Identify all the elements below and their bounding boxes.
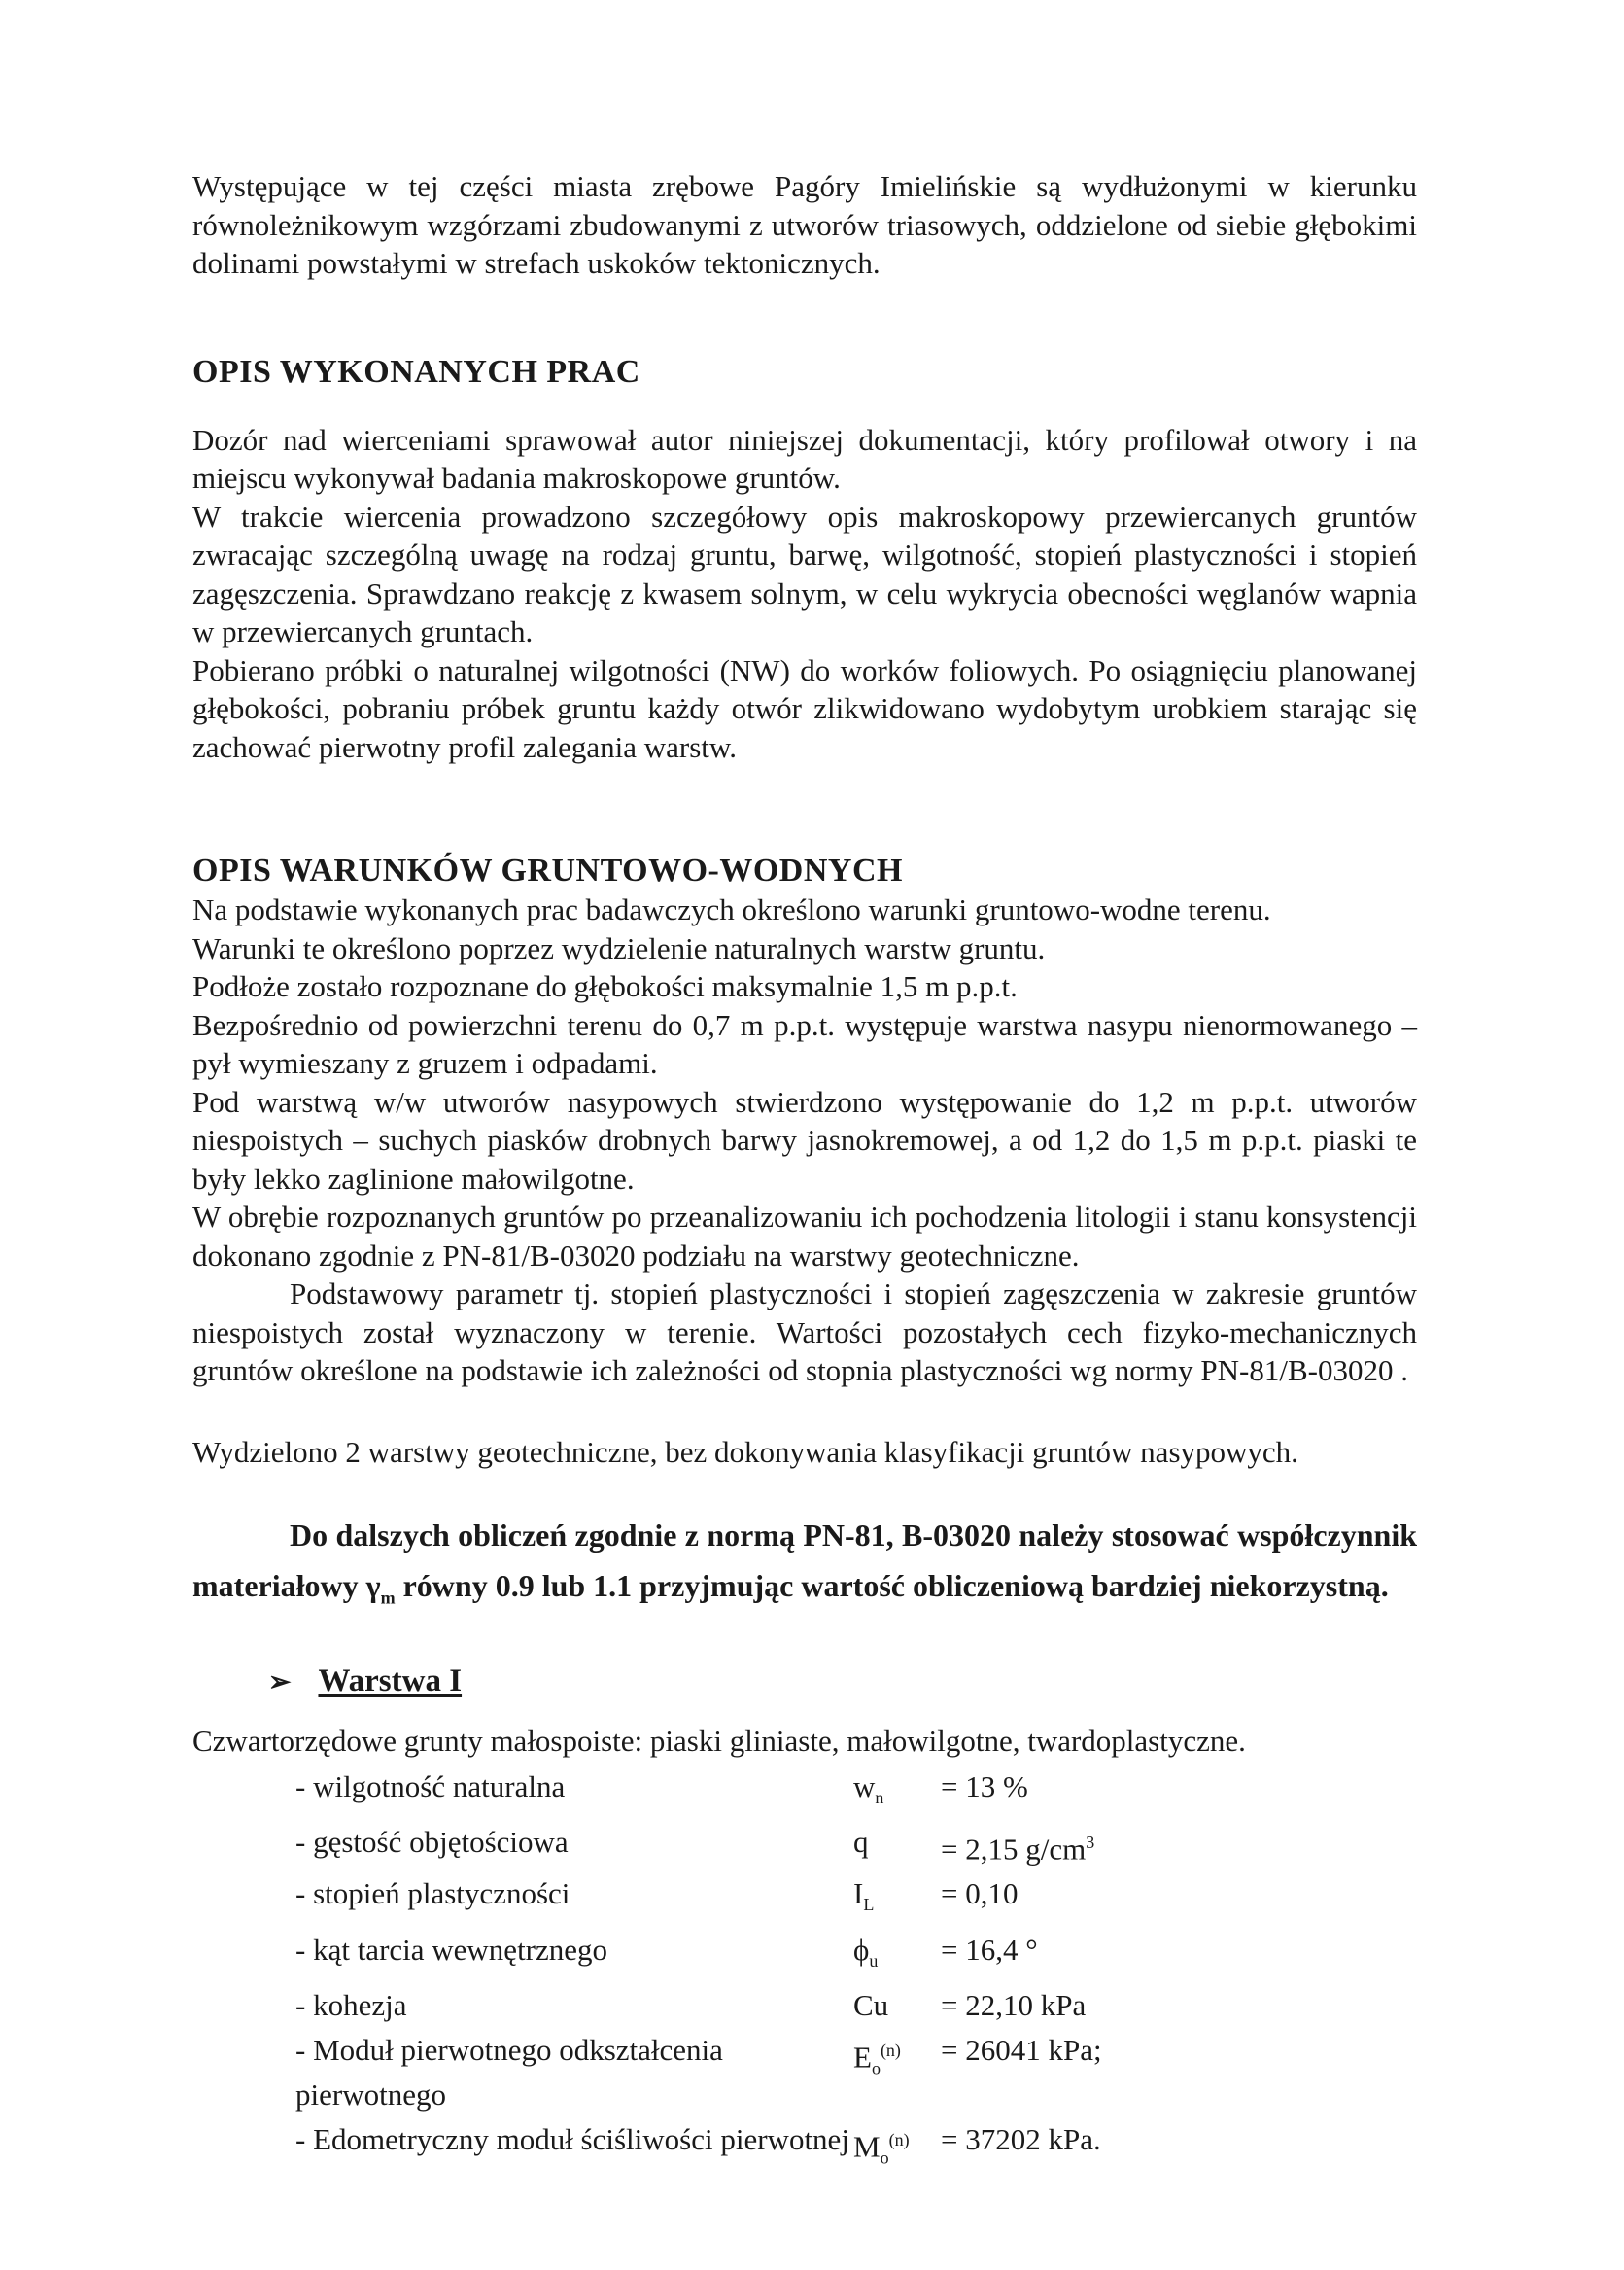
paragraph-conditions-6: W obrębie rozpoznanych gruntów po przeanalizowaniu ich pochodzenia litologii i stanu konsystencji dokonano zgodnie z PN-81/B-03020 podziału na warstwy geotechniczne. — [192, 1200, 1417, 1273]
parameter-row — [192, 1871, 1417, 1927]
paragraph-conditions-4: Bezpośrednio od powierzchni terenu do 0,7 m p.p.t. występuje warstwa nasypu nienormowanego – pył wymieszany z gruzem i odpadami. — [192, 1007, 1417, 1080]
bold-note — [192, 1510, 1417, 1623]
parameter-name: - Moduł pierwotnego odkształcenia pierwotnego — [295, 2032, 723, 2112]
parameter-row — [192, 1983, 1417, 2028]
parameter-value: = 22,10 kPa — [941, 1987, 1087, 2022]
parameter-name: - gęstość objętościowa — [295, 1825, 569, 1860]
paragraph-conditions-5: Pod warstwą w/w utworów nasypowych stwierdzono występowanie do 1,2 m p.p.t. utworów niespoistych – suchych piasków drobnych barwy jasnokremowej, a od 1,2 do 1,5 m p.p.t. piaski te były lekko zaglinione małowilgotne. — [192, 1084, 1417, 1196]
section-heading-conditions: OPIS WARUNKÓW GRUNTOWO-WODNYCH — [192, 853, 903, 889]
parameter-symbol: q — [853, 1825, 869, 1860]
layer-heading — [192, 1661, 1417, 1702]
paragraph-supervision: Dozór nad wierceniami sprawował autor niniejszej dokumentacji, który profilował otwory i na miejscu wykonywał badania makroskopowe gruntów. — [192, 422, 1417, 495]
parameter-name: - Edometryczny moduł ściśliwości pierwotnej — [295, 2121, 849, 2156]
gamma-subscript: m — [380, 1588, 396, 1608]
arrow-bullet-icon: ➢ — [268, 1667, 292, 1698]
paragraph-conditions-1: Na podstawie wykonanych prac badawczych określono warunki gruntowo-wodne terenu. — [192, 892, 1271, 926]
paragraph-drilling: W trakcie wiercenia prowadzono szczegółowy opis makroskopowy przewiercanych gruntów zwracając szczególną uwagę na rodzaj gruntu, barwę, wilgotność, stopień plastyczności i stopień zagęszczenia. Sprawdzano reakcję z kwasem solnym, w celu wykrycia obecności węglanów wapnia w przewiercanych gruntach. — [192, 499, 1417, 648]
layer-description: Czwartorzędowe grunty małospoiste: piaski gliniaste, małowilgotne, twardoplastyczne. — [192, 1724, 1246, 1759]
parameter-value: = 13 % — [941, 1768, 1028, 1803]
parameter-symbol: Cu — [853, 1987, 889, 2022]
document-content — [192, 167, 1417, 2180]
parameter-name: - stopień plastyczności — [295, 1876, 570, 1911]
parameter-value: = 0,10 — [941, 1876, 1019, 1911]
parameter-value: = 16,4 ° — [941, 1932, 1038, 1967]
parameter-symbol: $E_o^{(n)}$ — [853, 2040, 901, 2078]
layer-title: Warstwa I — [318, 1663, 463, 1699]
parameter-symbol: $M_o^{(n)}$ — [853, 2129, 910, 2168]
parameter-value: = 37202 kPa. — [941, 2121, 1101, 2156]
parameter-name: - kohezja — [295, 1987, 407, 2022]
paragraph-conditions-3: Podłoże zostało rozpoznane do głębokości maksymalnie 1,5 m p.p.t. — [192, 969, 1018, 1003]
paragraph-sampling: Pobierano próbki o naturalnej wilgotności (NW) do worków foliowych. Po osiągnięciu planowanej głębokości, pobraniu próbek gruntu każdy otwór zlikwidowano wydobytym urobkiem starając się zachować pierwotny profil zalegania warstw. — [192, 652, 1417, 764]
paragraph-conditions-2: Warunki te określono poprzez wydzielenie naturalnych warstw gruntu. — [192, 930, 1046, 965]
parameter-row — [192, 2028, 1417, 2117]
parameter-symbol: $I_L$ — [853, 1876, 875, 1915]
bold-note-part1: Do dalszych obliczeń zgodnie z normą PN-81, B-03020 należy stosować współczynnik materiałowy γ — [192, 1518, 1417, 1603]
parameter-symbol: $\phi_u$ — [853, 1932, 879, 1971]
paragraph-layers-note: Wydzielono 2 warstwy geotechniczne, bez dokonywania klasyfikacji gruntów nasypowych. — [192, 1434, 1298, 1469]
parameter-value: = 26041 kPa; — [941, 2032, 1102, 2067]
parameter-name: - kąt tarcia wewnętrznego — [295, 1932, 608, 1967]
parameter-row — [192, 2117, 1417, 2181]
bold-note-part2: równy 0.9 lub 1.1 przyjmując wartość obliczeniową bardziej niekorzystną. — [395, 1568, 1389, 1603]
parameter-value: = 2,15 $g/cm^3$ — [941, 1832, 1095, 1867]
parameter-row — [192, 1928, 1417, 1983]
parameter-name: - wilgotność naturalna — [295, 1768, 566, 1803]
parameter-row — [192, 1820, 1417, 1871]
section-heading-works: OPIS WYKONANYCH PRAC — [192, 353, 640, 390]
parameter-list — [192, 1764, 1417, 2180]
parameter-symbol: $w_n$ — [853, 1768, 884, 1808]
parameter-row — [192, 1764, 1417, 1820]
paragraph-parameters: Podstawowy parametr tj. stopień plastyczności i stopień zagęszczenia w zakresie gruntów niespoistych został wyznaczony w terenie. Wartości pozostałych cech fizyko-mechanicznych gruntów określone na podstawie ich zależności od stopnia plastyczności wg normy PN-81/B-03020 . — [192, 1276, 1417, 1387]
intro-paragraph: Występujące w tej części miasta zrębowe Pagóry Imielińskie są wydłużonymi w kierunku równoleżnikowym wzgórzami zbudowanymi z utworów triasowych, oddzielone od siebie głębokimi dolinami powstałymi w strefach uskoków tektonicznych. — [192, 169, 1417, 280]
